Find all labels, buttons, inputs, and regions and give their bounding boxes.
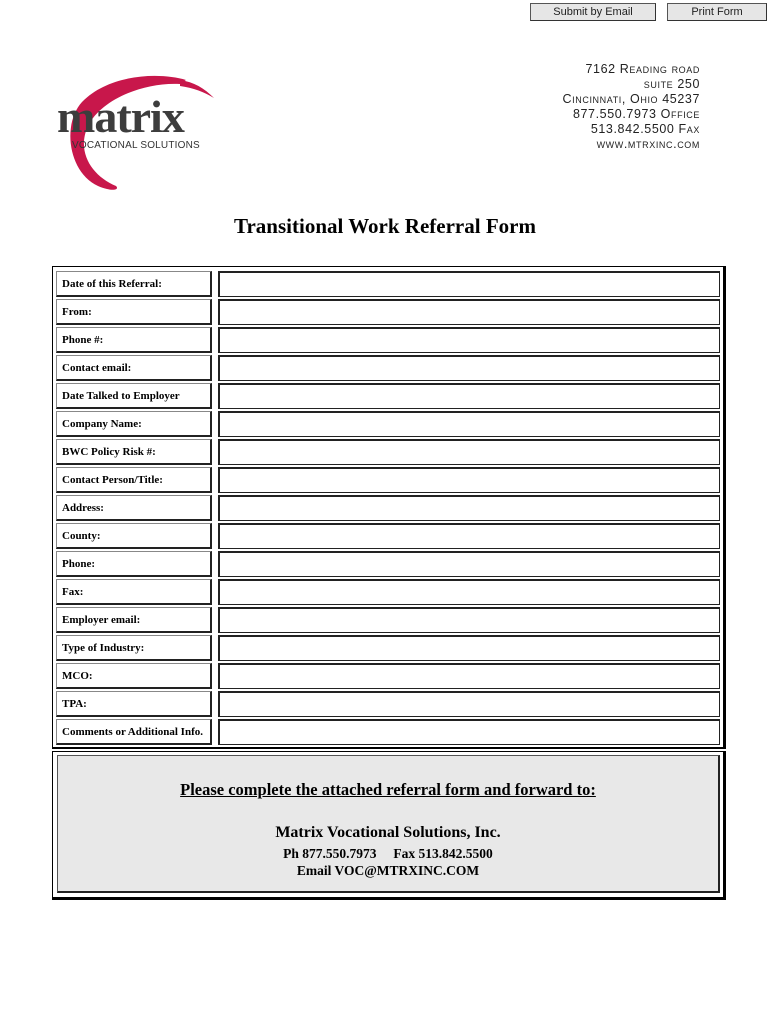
page-title: Transitional Work Referral Form bbox=[234, 214, 536, 238]
tpa-input[interactable] bbox=[218, 691, 720, 717]
field-label: Employer email: bbox=[56, 607, 212, 633]
field-label: Date of this Referral: bbox=[56, 271, 212, 297]
forwarding-phone-fax: Ph 877.550.7973 Fax 513.842.5500 bbox=[283, 846, 493, 861]
form-row bbox=[56, 523, 720, 549]
date-talked-to-employer-input[interactable] bbox=[218, 383, 720, 409]
employer-email-input[interactable] bbox=[218, 607, 720, 633]
form-row bbox=[56, 551, 720, 577]
field-label: Fax: bbox=[56, 579, 212, 605]
form-row bbox=[56, 271, 720, 297]
field-label: Phone: bbox=[56, 551, 212, 577]
form-row bbox=[56, 691, 720, 717]
form-row bbox=[56, 439, 720, 465]
company-name-input[interactable] bbox=[218, 411, 720, 437]
form-row bbox=[56, 327, 720, 353]
matrix-logo bbox=[54, 72, 234, 197]
form-row bbox=[56, 719, 720, 745]
bwc-policy-risk-input[interactable] bbox=[218, 439, 720, 465]
forwarding-email: Email VOC@MTRXINC.COM bbox=[296, 863, 480, 878]
field-label: County: bbox=[56, 523, 212, 549]
mco-input[interactable] bbox=[218, 663, 720, 689]
forwarding-info-panel bbox=[57, 755, 720, 893]
county-input[interactable] bbox=[218, 523, 720, 549]
form-row bbox=[56, 495, 720, 521]
address-line: www.mtrxinc.com bbox=[596, 137, 700, 151]
from-input[interactable] bbox=[218, 299, 720, 325]
forwarding-info-box bbox=[52, 751, 726, 900]
phone-number-input[interactable] bbox=[218, 327, 720, 353]
company-address bbox=[563, 62, 700, 152]
field-label: TPA: bbox=[56, 691, 212, 717]
logo-subtitle: VOCATIONAL SOLUTIONS bbox=[72, 140, 200, 151]
print-form-button[interactable]: Print Form bbox=[667, 3, 767, 21]
field-label: Contact email: bbox=[56, 355, 212, 381]
address-line: 513.842.5500 Fax bbox=[590, 122, 700, 136]
fax-input[interactable] bbox=[218, 579, 720, 605]
form-row bbox=[56, 355, 720, 381]
form-row bbox=[56, 607, 720, 633]
date-of-referral-input[interactable] bbox=[218, 271, 720, 297]
comments-input[interactable] bbox=[218, 719, 720, 745]
field-label: BWC Policy Risk #: bbox=[56, 439, 212, 465]
address-input[interactable] bbox=[218, 495, 720, 521]
field-label: Comments or Additional Info. bbox=[56, 719, 212, 745]
field-label: Address: bbox=[56, 495, 212, 521]
form-row bbox=[56, 663, 720, 689]
form-row bbox=[56, 299, 720, 325]
field-label: Type of Industry: bbox=[56, 635, 212, 661]
contact-person-title-input[interactable] bbox=[218, 467, 720, 493]
forwarding-company: Matrix Vocational Solutions, Inc. bbox=[275, 824, 501, 841]
address-line: suite 250 bbox=[643, 77, 700, 91]
address-line: 877.550.7973 Office bbox=[572, 107, 700, 121]
form-row bbox=[56, 467, 720, 493]
contact-email-input[interactable] bbox=[218, 355, 720, 381]
phone-input[interactable] bbox=[218, 551, 720, 577]
field-label: Company Name: bbox=[56, 411, 212, 437]
field-label: Contact Person/Title: bbox=[56, 467, 212, 493]
form-row bbox=[56, 579, 720, 605]
type-of-industry-input[interactable] bbox=[218, 635, 720, 661]
field-label: From: bbox=[56, 299, 212, 325]
field-label: Date Talked to Employer bbox=[56, 383, 212, 409]
form-row bbox=[56, 411, 720, 437]
form-row bbox=[56, 635, 720, 661]
forwarding-heading: Please complete the attached referral form and forward to: bbox=[180, 780, 596, 799]
field-label: Phone #: bbox=[56, 327, 212, 353]
referral-form bbox=[52, 266, 726, 749]
logo-wordmark: matrix bbox=[57, 91, 184, 142]
address-line: 7162 Reading road bbox=[585, 62, 700, 76]
submit-by-email-button[interactable]: Submit by Email bbox=[530, 3, 656, 21]
form-row bbox=[56, 383, 720, 409]
field-label: MCO: bbox=[56, 663, 212, 689]
address-line: Cincinnati, Ohio 45237 bbox=[562, 92, 700, 106]
